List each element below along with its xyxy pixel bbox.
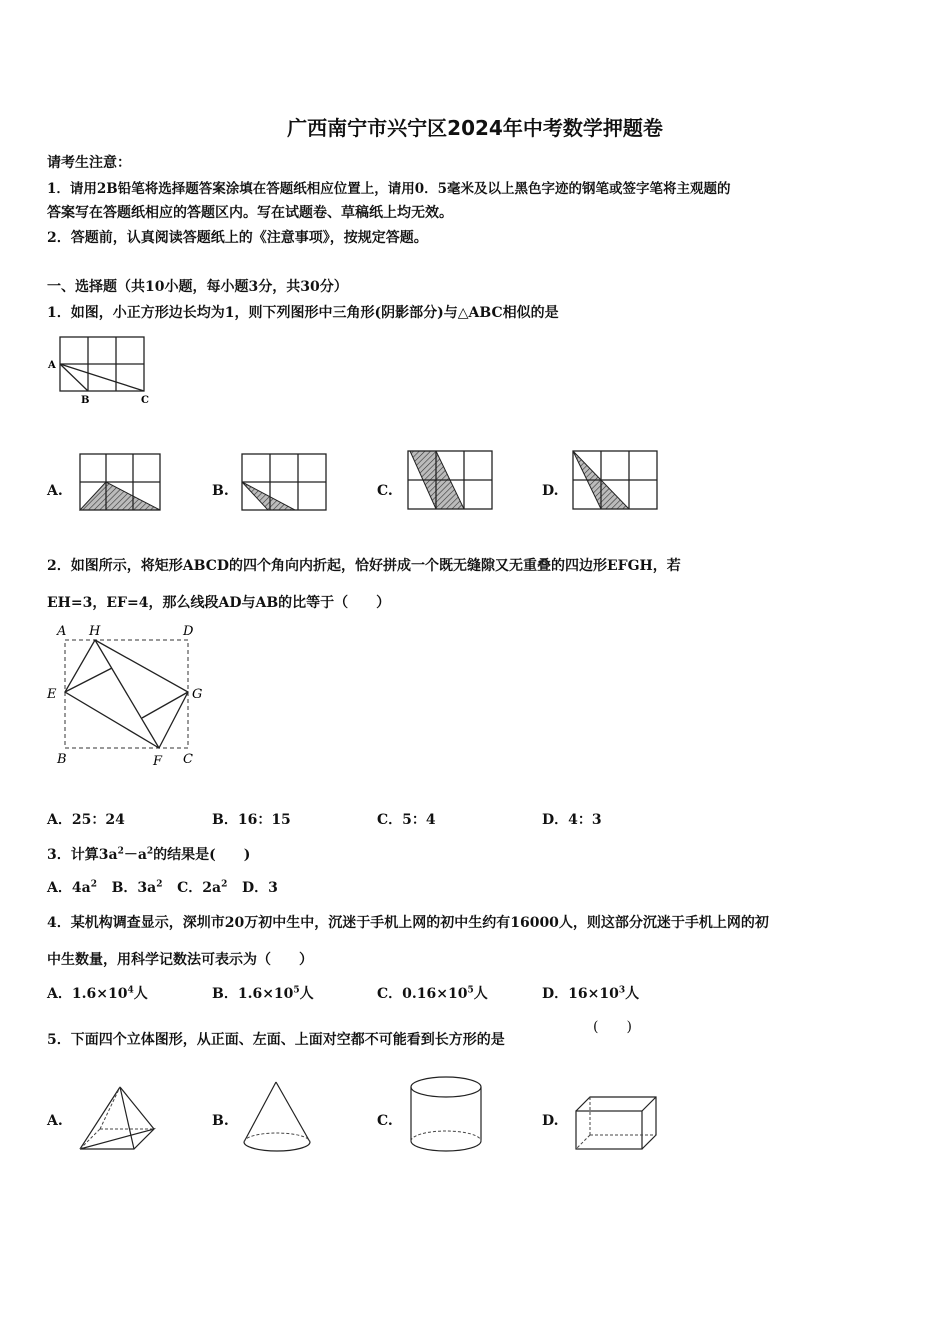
q4-option-b[interactable]: B．$1.6\times 10^5$人 [212,985,314,1002]
q3-suffix: 的结果是( ) [153,847,251,863]
q4-text-1: 4．某机构调查显示，深圳市20万初中生中，沉迷于手机上网的初中生约有16000人，则这部分沉迷于手机上网的初 [47,915,769,931]
q5-option-c[interactable]: C. [377,1113,393,1129]
q2-label-c: C [183,752,193,767]
q2-option-c[interactable]: C．5：4 [377,812,436,828]
q2-label-d: D [183,624,194,639]
q2-option-a[interactable]: A．25：24 [47,812,125,828]
q1-label-a: A [48,360,56,371]
q5-option-b[interactable]: B. [212,1113,229,1129]
q1-figure-option-b [240,452,328,512]
notice-line-2: 2．答题前，认真阅读答题纸上的《注意事项》，按规定答题。 [47,230,428,246]
q2-label-g: G [192,687,203,702]
q2-figure [45,620,215,770]
q3-mid: －a [123,847,147,863]
q2-option-b[interactable]: B．16：15 [212,812,291,828]
q1-figure-option-d [571,447,659,513]
q5-cylinder-figure [408,1075,484,1155]
section-heading: 一、选择题（共10小题，每小题3分，共30分） [47,279,348,295]
q3-exp2: 2 [146,846,154,857]
q4-text-2: 中生数量，用科学记数法可表示为（ ） [47,952,313,968]
q2-label-b: B [57,752,67,767]
q2-label-a: A [57,624,67,639]
q3-prefix: 3．计算3a [47,847,118,863]
q4-option-a[interactable]: A．$1.6\times 10^4$人 [47,985,148,1002]
q1-option-b[interactable]: B. [212,483,229,499]
q3-options [47,877,278,897]
page-title: 广西南宁市兴宁区2024年中考数学押题卷 [287,116,663,140]
q3-option-d[interactable]: D．3 [241,880,278,896]
q4-option-d[interactable]: D．$16\times 10^3$人 [542,985,640,1002]
q2-option-d[interactable]: D．4：3 [542,812,602,828]
q1-option-d[interactable]: D. [542,483,559,499]
q3-text [47,844,250,864]
q1-figure-option-c [406,447,494,513]
q1-figure-option-a [78,452,162,512]
q2-label-h: H [89,624,101,639]
q5-option-d[interactable]: D. [542,1113,559,1129]
q1-label-b: B [81,395,90,406]
q5-cone-figure [242,1080,314,1156]
q2-label-e: E [47,687,57,702]
q3-option-b[interactable]: B．$3a^2$ [111,879,163,896]
q5-paren: ( ) [593,1019,632,1035]
q1-figure-abc [48,335,158,405]
q5-cuboid-figure [574,1095,660,1153]
q5-text: 5．下面四个立体图形，从正面、左面、上面对空都不可能看到长方形的是 [47,1032,505,1048]
q1-label-c: C [141,395,149,406]
notice-heading: 请考生注意： [47,155,131,171]
q5-pyramid-figure [78,1083,158,1153]
q3-exp1: 2 [117,846,124,857]
q2-label-f: F [153,754,163,769]
q5-option-a[interactable]: A. [47,1113,63,1129]
q3-option-c[interactable]: C．$2a^2$ [177,879,228,896]
q2-text-1: 2．如图所示，将矩形ABCD的四个角向内折起，恰好拼成一个既无缝隙又无重叠的四边形EFGH，若 [47,558,681,574]
q1-text: 1．如图，小正方形边长均为1，则下列图形中三角形(阴影部分)与△ABC相似的是 [47,305,559,321]
notice-line-1b: 答案写在答题纸相应的答题区内。写在试题卷、草稿纸上均无效。 [47,205,453,221]
q2-text-2: EH=3，EF=4，那么线段AD与AB的比等于（ ） [47,595,391,611]
notice-line-1: 1．请用2B铅笔将选择题答案涂填在答题纸相应位置上，请用0．5毫米及以上黑色字迹的钢笔或签字笔将主观题的 [47,181,731,197]
q1-option-c[interactable]: C. [377,483,393,499]
q1-option-a[interactable]: A. [47,483,63,499]
q4-option-c[interactable]: C．$0.16\times 10^5$人 [377,985,488,1002]
q3-option-a[interactable]: A．$4a^2$ [47,879,97,896]
